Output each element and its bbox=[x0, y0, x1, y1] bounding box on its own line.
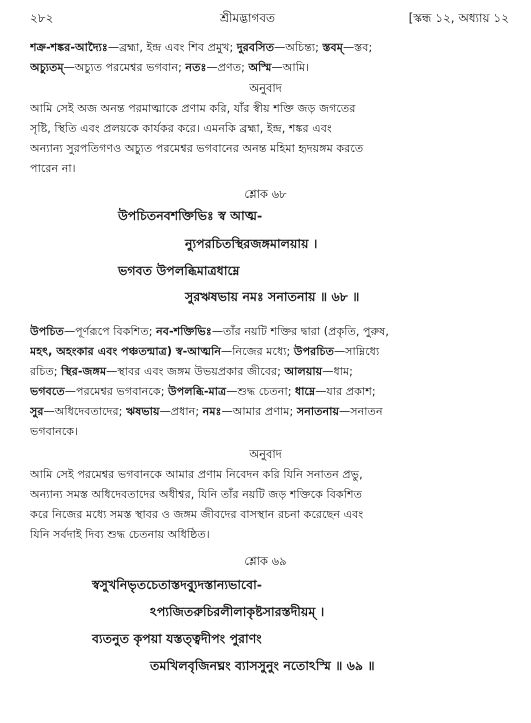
synonyms-line: মহৎ, অহংকার এবং পঞ্চতন্মাত্র) স্ব-আত্মনি—নিজের মধ্যে; উপরচিত—সাম্নিধ্যে bbox=[30, 345, 380, 358]
translation-line: যিনি সর্বদাই দিব্য শুদ্ধ চেতনায় অধিষ্ঠিত। bbox=[30, 528, 210, 541]
translation-line: করে নিজের মধ্যে সমস্ত স্থাবর ও জঙ্গম জীবদের বাসস্থান রচনা করেছেন এবং bbox=[30, 508, 364, 521]
translation-line: অন্যান্য সুরপতিগণও অচ্যুত পরমেশ্বর ভগবানের অনন্ত মহিমা হৃদয়ঙ্গম করতে bbox=[30, 142, 364, 155]
verse-line: স্বসুখনিভৃতচেতাস্তদ্ব্যুদস্তান্যভাবো- bbox=[92, 577, 262, 592]
verse-line: সুরঋষভায় নমঃ সনাতনায় ॥ ৬৮ ॥ bbox=[185, 289, 360, 304]
translation-line: সৃষ্টি, স্থিতি এবং প্রলয়কে কার্যকর করে। এমনকি ব্রহ্মা, ইন্দ্র, শঙ্কর এবং bbox=[30, 122, 332, 135]
translation-line: আমি সেই অজ অনন্ত পরমাত্মাকে প্রণাম করি, যাঁর স্বীয় শক্তি জড় জগতের bbox=[30, 102, 356, 115]
translation-line: আমি সেই পরমেশ্বর ভগবানকে আমার প্রণাম নিবেদন করি যিনি সনাতন প্রভু, bbox=[30, 468, 363, 481]
verse-line: ব্যতনুত কৃপয়া যস্তত্ত্বদীপং পুরাণং bbox=[92, 631, 262, 646]
page-header bbox=[30, 10, 509, 30]
verse-heading: শ্লোক ৬৮ bbox=[244, 187, 287, 201]
synonyms-line: রচিত; স্থির-জঙ্গম—স্থাবর এবং জঙ্গম উভয়প্রকার জীবের; আলয়ায়—ধাম; bbox=[30, 365, 353, 378]
verse-line: ভগবত উপলব্ধিমাত্রধাম্নে bbox=[118, 263, 240, 278]
synonyms-line: শক্র-শঙ্কর-আদ্যৈঃ—ব্রহ্মা, ইন্দ্র এবং শিব প্রমুখ; দুরবসিত—অচিন্ত্য; স্তবম্‌—স্তব; bbox=[30, 41, 373, 54]
section-reference: [স্কন্ধ ১২, অধ্যায় ১২ bbox=[408, 11, 509, 25]
page-number: ২৮২ bbox=[30, 11, 54, 25]
translation-line: পারেন না। bbox=[30, 162, 76, 175]
synonyms-line: ভগবানকে। bbox=[30, 425, 79, 438]
verse-heading: শ্লোক ৬৯ bbox=[244, 554, 287, 568]
verse-line: ন্যুপরচিতস্থিরজঙ্গমালয়ায় । bbox=[185, 236, 318, 251]
translation-line: অন্যান্য সমস্ত অধিদেবতাদের অধীশ্বর, যিনি তাঁর নয়টি জড় শক্তিকে বিকশিত bbox=[30, 488, 362, 501]
synonyms-line: অচ্যুতম্‌—অচ্যুত পরমেশ্বর ভগবান; নতঃ—প্রণত; অস্মি—আমি। bbox=[30, 61, 310, 74]
translation-heading: অনুবাদ bbox=[249, 81, 282, 95]
synonyms-line: ভগবতে—পরমেশ্বর ভগবানকে; উপলব্ধি-মাত্র—শুদ্ধ চেতনা; ধাম্নে—যার প্রকাশ; bbox=[30, 385, 376, 398]
verse-line: তমখিলবৃজিনঘ্নং ব্যাসসুনুং নতোঽস্মি ॥ ৬৯ ॥ bbox=[150, 658, 375, 673]
synonyms-line: উপচিত—পূর্ণরূপে বিকশিত; নব-শক্তিভিঃ—তাঁর নয়টি শক্তির দ্বারা (প্রকৃতি, পুরুষ, bbox=[30, 325, 389, 338]
translation-heading: অনুবাদ bbox=[249, 447, 282, 461]
verse-line: উপচিতনবশক্তিভিঃ স্ব আত্ম- bbox=[118, 208, 263, 223]
synonyms-line: সুর—অধিদেবতাদের; ঋষভায়—প্রধান; নমঃ—আমার প্রণাম; সনাতনায়—সনাতন bbox=[30, 405, 383, 418]
book-title: শ্রীমদ্ভাগবত bbox=[220, 11, 276, 25]
verse-line: ঽপ্যজিতরুচিরলীলাকৃষ্টসারস্তদীয়ম্‌ । bbox=[150, 604, 325, 619]
